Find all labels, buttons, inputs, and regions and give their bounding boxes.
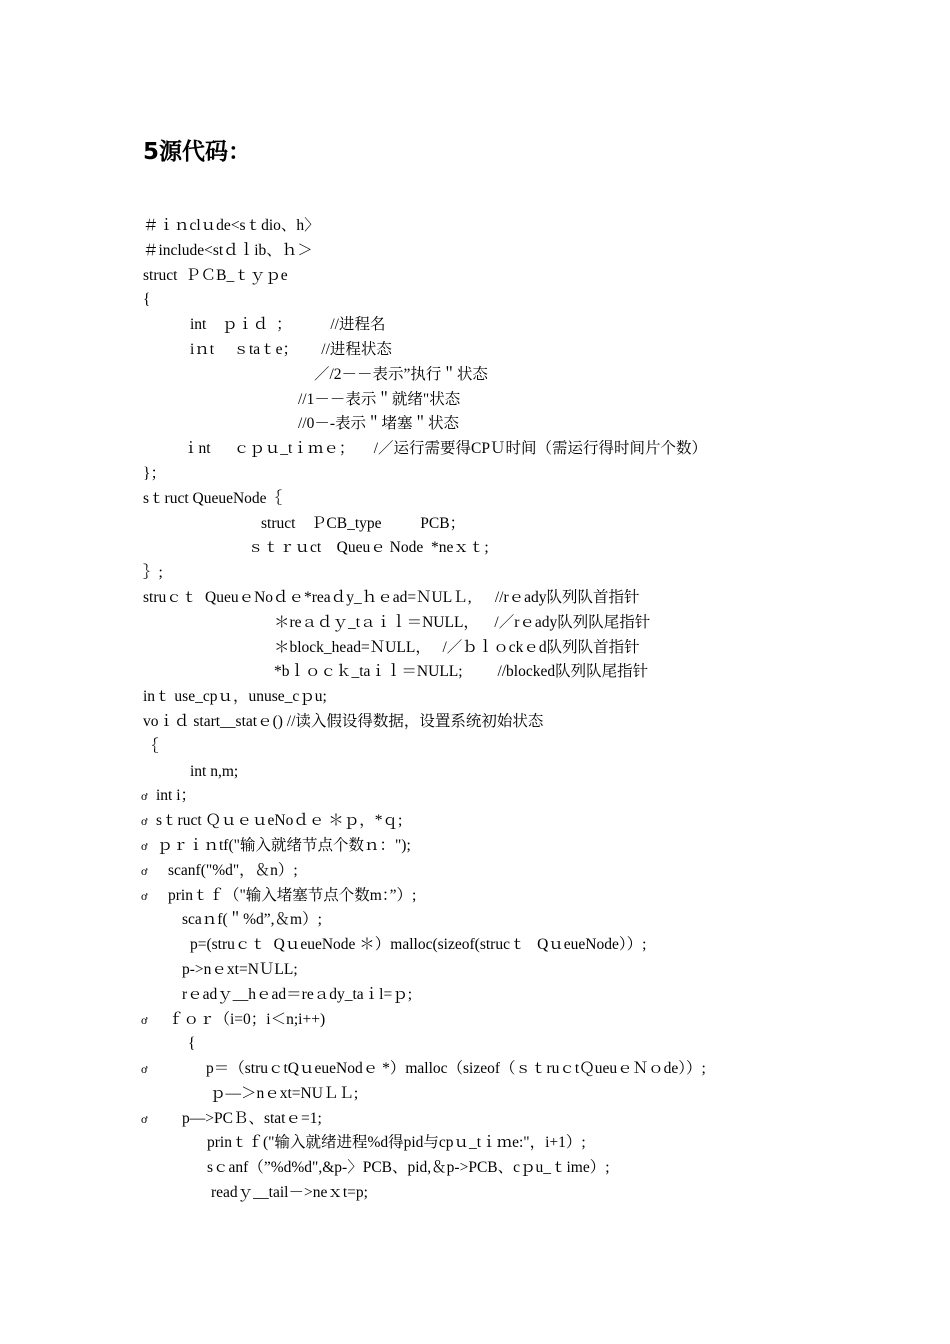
code-line <box>0 834 950 859</box>
source-code-listing <box>0 214 950 1206</box>
code-text: //0－-表示＂堵塞＂状态 <box>298 415 460 433</box>
code-line <box>0 462 950 487</box>
code-text: struct ＰＣB_ｔｙｐe <box>143 266 288 284</box>
code-line <box>0 809 950 834</box>
bullet-mark: ơ <box>141 1012 148 1027</box>
code-line <box>0 536 950 561</box>
code-line <box>0 1057 950 1082</box>
code-text: iｎt ｓtaｔe； //进程状态 <box>190 340 392 358</box>
code-text: p->nｅxt=NＵLL; <box>182 960 298 978</box>
code-line <box>0 487 950 512</box>
code-line <box>0 735 950 760</box>
code-text: sｔruct QueueNode｛ <box>143 489 283 507</box>
code-line <box>0 264 950 289</box>
code-line <box>0 908 950 933</box>
code-line <box>0 884 950 909</box>
code-text: prinｔｆ("输入就绪进程%d得pid与cpｕ_tｉｍe:"，i+1）; <box>207 1134 586 1152</box>
code-text: ｝; <box>143 564 163 582</box>
code-line <box>0 437 950 462</box>
code-text: ＊block_head=ＮULL， /／ｂｌｏckｅd队列队首指针 <box>274 638 640 656</box>
code-line <box>0 214 950 239</box>
bullet-mark: ơ <box>141 1111 148 1126</box>
code-line <box>0 363 950 388</box>
section-heading: 5源代码： <box>143 139 252 165</box>
code-text: sｃanf（”%d%d",&p-〉PCB、pid,＆p->PCB、cｐu_ｔime）; <box>207 1159 610 1177</box>
code-line <box>0 1107 950 1132</box>
code-text: p—>PCＢ、statｅ=1; <box>182 1109 322 1127</box>
code-text: //1－－表示＂就绪"状态 <box>298 390 461 408</box>
code-line <box>0 1156 950 1181</box>
code-text: }； <box>143 464 166 482</box>
code-text: ｐ—＞nｅxt=NUＬＬ; <box>210 1084 359 1102</box>
code-line <box>0 983 950 1008</box>
code-text: ｛ <box>143 737 159 755</box>
code-line <box>0 1181 950 1206</box>
code-line <box>0 784 950 809</box>
code-line <box>0 313 950 338</box>
code-text: struct ＰCB_type PCB； <box>261 514 466 532</box>
code-text: int ｐｉｄ ； //进程名 <box>190 316 386 334</box>
code-line <box>0 636 950 661</box>
code-text: { <box>143 291 151 309</box>
code-line <box>0 611 950 636</box>
code-line <box>0 933 950 958</box>
code-line <box>0 239 950 264</box>
code-text: voｉｄ start__statｅ() //读入假设得数据，设置系统初始状态 <box>143 712 544 730</box>
code-text: ＃include<stｄｌib、ｈ＞ <box>143 241 313 259</box>
code-text: ／/2－－表示”执行＂状态 <box>314 365 488 383</box>
code-line <box>0 760 950 785</box>
code-line <box>0 512 950 537</box>
code-text: struｃｔ QueuｅNoｄｅ*reaｄy_ｈｅad=ＮULＬ, //rｅady队列队首指针 <box>143 588 640 606</box>
code-line <box>0 660 950 685</box>
code-line <box>0 561 950 586</box>
code-text: *bｌｏｃｋ_taｉｌ＝NULL; //blocked队列队尾指针 <box>274 663 649 681</box>
code-text: ｉnt ｃｐｕ_tｉｍｅ； /／运行需要得CPＵ时间（需运行得时间片个数） <box>183 440 708 458</box>
code-text: sｔruct ＱｕｅｕeNoｄｅ ＊ｐ，*ｑ; <box>156 812 403 830</box>
code-text: { <box>188 1035 196 1053</box>
code-line <box>0 388 950 413</box>
code-line <box>0 1032 950 1057</box>
code-text: p=(struｃｔ QｕeueNode ＊）malloc(sizeof(strucｔ QｕeueNode））; <box>190 936 647 954</box>
bullet-mark: ơ <box>141 888 148 903</box>
code-line <box>0 958 950 983</box>
code-line <box>0 710 950 735</box>
code-text: prinｔｆ（"输入堵塞节点个数m：”）; <box>168 886 417 904</box>
code-line <box>0 412 950 437</box>
code-text: readｙ__tail－>neｘt=p; <box>211 1184 368 1202</box>
code-text: ＊reａｄｙ_tａｉｌ＝NULL， /／rｅady队列队尾指针 <box>274 613 651 631</box>
code-line <box>0 586 950 611</box>
code-text: int n,m; <box>190 762 239 780</box>
code-line <box>0 338 950 363</box>
code-line <box>0 685 950 710</box>
code-line <box>0 1082 950 1107</box>
code-text: p＝（struｃtQｕeueNodｅ *）malloc（sizeof（ｓｔruｃtＱueuｅＮｏde））; <box>206 1060 706 1078</box>
code-text: ｓｔｒｕct Queuｅ Node *neｘｔ; <box>248 539 489 557</box>
code-text: ｆｏｒ（i=0；i＜n;i++) <box>168 1010 326 1028</box>
bullet-mark: ơ <box>141 1062 148 1077</box>
code-text: int i； <box>156 787 197 805</box>
bullet-mark: ơ <box>141 814 148 829</box>
code-text: ＃ｉｎclｕde<sｔdio、h〉 <box>143 217 320 234</box>
code-line <box>0 288 950 313</box>
code-line <box>0 859 950 884</box>
code-text: scanf("%d"，＆n）; <box>168 861 298 879</box>
code-text: inｔ use_cpｕ，unuse_cｐu; <box>143 688 327 706</box>
bullet-mark: ơ <box>141 838 148 853</box>
code-line <box>0 1131 950 1156</box>
bullet-mark: ơ <box>141 789 148 804</box>
code-text: ｐｒｉｎtf("输入就绪节点个数ｎ："); <box>157 836 411 854</box>
code-line <box>0 1008 950 1033</box>
code-text: rｅadｙ__hｅad＝reａdy_taｉl=ｐ; <box>182 985 413 1003</box>
bullet-mark: ơ <box>141 863 148 878</box>
code-text: scaｎf(＂%d”,＆m）; <box>182 911 322 929</box>
